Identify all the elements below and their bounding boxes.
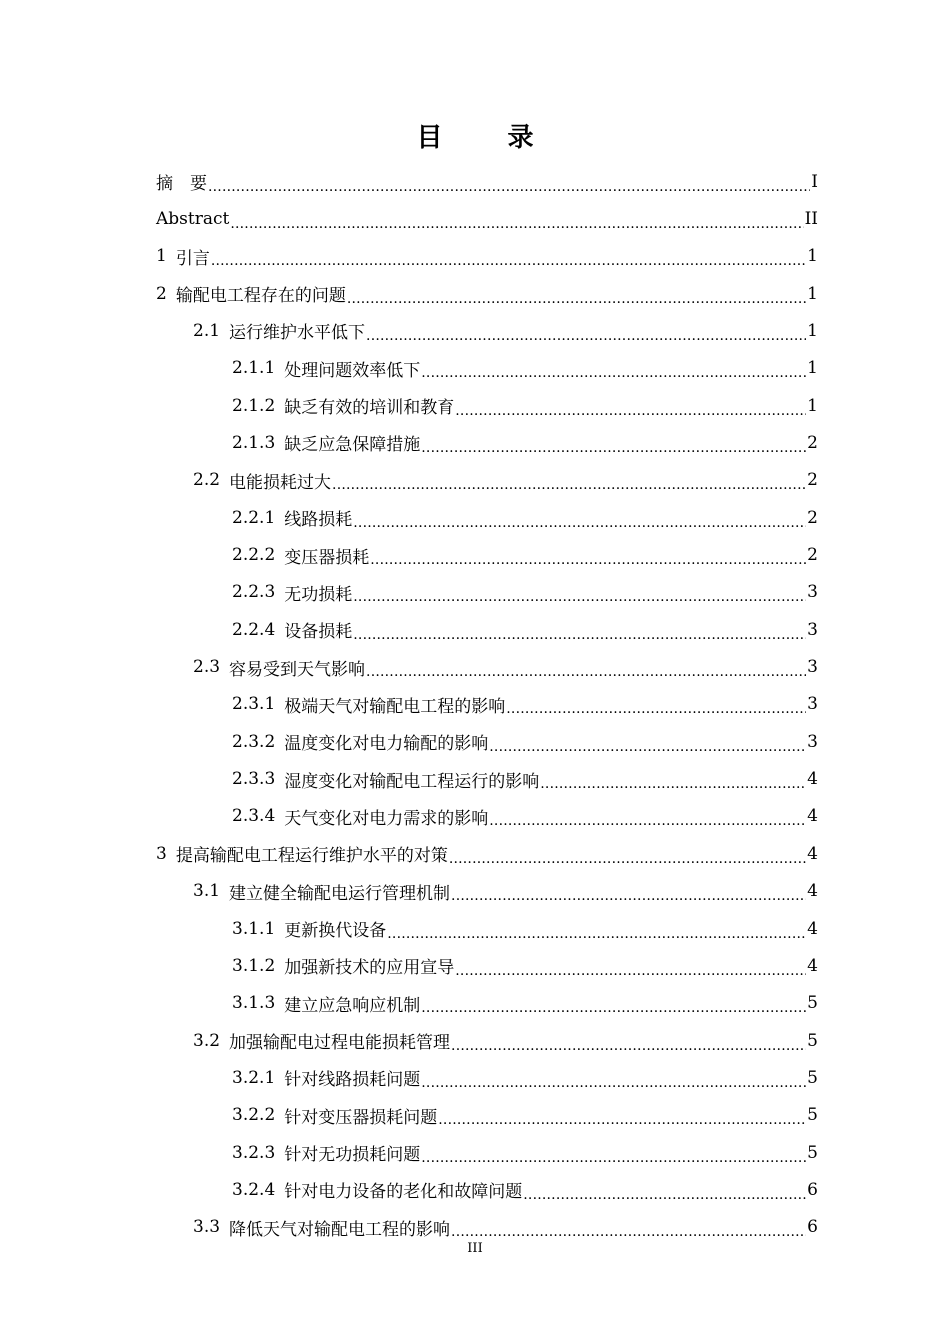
toc-entry[interactable] [193,312,818,349]
toc-entry-number: 2.2 [193,470,221,491]
toc-entry-page: 1 [807,395,818,416]
toc-entry-page: 1 [807,283,818,304]
toc-entry[interactable] [232,611,818,648]
dot-leader [421,437,806,457]
toc-entry[interactable] [156,238,818,275]
toc-entry-number: 2.1.1 [232,358,276,379]
dot-leader [353,624,806,644]
toc-entry[interactable] [232,985,818,1022]
toc-entry-number: 2.3.4 [232,806,276,827]
toc-entry[interactable] [156,275,818,312]
toc-entry[interactable] [232,798,818,835]
toc-entry-page: 4 [807,806,818,827]
toc-entry-page: 3 [807,657,818,678]
toc-entry-title: 天气变化对电力需求的影响 [284,808,489,829]
toc-entry-title: 运行维护水平低下 [229,323,366,344]
toc-entry-number: 2.3 [193,657,221,678]
dot-leader [387,923,806,943]
toc-entry-title: 建立应急响应机制 [284,995,421,1016]
toc-entry-page: 3 [807,619,818,640]
toc-entry-page: 4 [807,881,818,902]
dot-leader [353,512,806,532]
toc-entry-page: 3 [807,731,818,752]
toc-entry-title: 容易受到天气影响 [229,659,366,680]
toc-entry[interactable] [232,1097,818,1134]
dot-leader [332,474,806,494]
dot-leader [421,1147,806,1167]
toc-entry-page: 2 [807,470,818,491]
toc-entry[interactable] [156,163,818,200]
toc-entry-title: 针对变压器损耗问题 [284,1107,438,1128]
toc-entry-number: 2.1.3 [232,432,276,453]
toc-entry-title: 建立健全输配电运行管理机制 [229,883,451,904]
toc-entry-page: 5 [807,1030,818,1051]
dot-leader [449,848,806,868]
toc-entry[interactable] [156,835,818,872]
toc-entry-title: 针对无功损耗问题 [284,1145,421,1166]
dot-leader [421,362,806,382]
toc-entry-number: 2.3.2 [232,731,276,752]
dot-leader [451,1035,806,1055]
toc-entry-page: 1 [807,358,818,379]
toc-entry[interactable] [193,462,818,499]
toc-entry[interactable] [232,424,818,461]
dot-leader [366,661,806,681]
dot-leader [455,400,806,420]
toc-entry[interactable] [232,499,818,536]
toc-entry-page: 1 [807,320,818,341]
dot-leader [366,325,806,345]
toc-entry-title: 温度变化对电力输配的影响 [284,734,489,755]
toc-entry-title: 湿度变化对输配电工程运行的影响 [284,771,540,792]
toc-entry-number: 2 [156,283,167,304]
toc-entry-title: 提高输配电工程运行维护水平的对策 [175,846,448,867]
toc-entry-number: 2.1.2 [232,395,276,416]
toc-entry-title: 变压器损耗 [284,547,370,568]
toc-entry[interactable] [193,1022,818,1059]
toc-entry-title: 输配电工程存在的问题 [175,286,346,307]
toc-entry-title: 降低天气对输配电工程的影响 [229,1219,451,1240]
dot-leader [421,997,806,1017]
dot-leader [455,960,806,980]
toc-entry[interactable] [193,873,818,910]
toc-entry-page: 2 [807,432,818,453]
toc-entry-title: 针对线路损耗问题 [284,1070,421,1091]
toc-entry-title: 无功损耗 [284,584,353,605]
dot-leader [438,1109,806,1129]
toc-entry[interactable] [193,649,818,686]
toc-entry[interactable] [232,537,818,574]
toc-entry[interactable] [232,1059,818,1096]
dot-leader [506,698,806,718]
toc-entry-title: 极端天气对输配电工程的影响 [284,696,506,717]
toc-entry-number: 3 [156,843,167,864]
dot-leader [523,1184,806,1204]
dot-leader [421,1072,806,1092]
dot-leader [353,586,806,606]
toc-entry-number: 3.2.4 [232,1179,276,1200]
toc-entry-page: 5 [807,993,818,1014]
toc-entry-number: 摘 要 [156,174,207,194]
toc-entry-number: Abstract [156,208,230,229]
toc-entry[interactable] [232,723,818,760]
toc-entry-number: 3.2.3 [232,1142,276,1163]
toc-entry-number: 3.2.1 [232,1067,276,1088]
page-number: III [467,1241,483,1256]
toc-entry-page: 2 [807,507,818,528]
toc-entry-page: 4 [807,843,818,864]
dot-leader [347,288,806,308]
dot-leader [451,1221,806,1241]
dot-leader [489,736,806,756]
toc-entry-page: 6 [807,1179,818,1200]
toc-entry-number: 3.1.2 [232,955,276,976]
toc-entry-number: 2.3.3 [232,769,276,790]
toc-entry-page: 4 [807,955,818,976]
toc-entry[interactable] [232,387,818,424]
dot-leader [208,176,810,196]
toc-entry-number: 3.1 [193,881,221,902]
page-title: 目 录 [416,123,562,153]
toc-entry-number: 2.2.3 [232,582,276,603]
toc-entry-number: 3.3 [193,1217,221,1238]
dot-leader [489,810,806,830]
dot-leader [540,773,806,793]
toc-entry-title: 加强新技术的应用宣导 [284,958,455,979]
dot-leader [370,549,806,569]
toc-entry-number: 3.1.3 [232,993,276,1014]
toc-entry-number: 2.2.2 [232,545,276,565]
toc-entry-title: 加强输配电过程电能损耗管理 [229,1033,451,1054]
toc-entry-number: 3.1.1 [232,918,276,939]
toc-entry[interactable] [232,1134,818,1171]
toc-entry-title: 更新换代设备 [284,921,387,941]
toc-entry[interactable] [156,200,818,237]
toc-entry-page: 5 [807,1067,818,1088]
dot-leader [230,213,803,233]
toc-entry[interactable] [232,1171,818,1208]
toc-entry-title: 引言 [175,248,210,269]
toc-entry-title: 缺乏有效的培训和教育 [284,398,455,419]
toc-entry[interactable] [232,574,818,611]
toc-entry-number: 1 [156,246,167,267]
toc-entry-page: 5 [807,1105,818,1126]
toc-entry[interactable] [232,350,818,387]
toc-entry-number: 2.2.4 [232,619,276,640]
toc-entry-page: II [804,208,818,229]
dot-leader [451,885,806,905]
toc-entry-number: 2.2.1 [232,507,276,528]
toc-entry-number: 2.3.1 [232,694,276,715]
toc-entry-number: 3.2 [193,1030,221,1051]
toc-entry[interactable] [232,910,818,947]
toc-entry-title: 针对电力设备的老化和故障问题 [284,1182,523,1203]
toc-entry-page: I [811,171,818,192]
toc-entry-title: 设备损耗 [284,622,353,643]
toc-entry-title: 线路损耗 [284,510,353,531]
toc-entry-number: 3.2.2 [232,1105,276,1126]
toc-entry-page: 3 [807,582,818,603]
toc-entry-page: 3 [807,694,818,715]
toc-entry-page: 2 [807,545,818,565]
toc-entry[interactable] [232,761,818,798]
toc-entry-title: 缺乏应急保障措施 [284,435,421,456]
toc-entry-number: 2.1 [193,320,221,341]
toc-entry[interactable] [232,947,818,984]
toc-entry-title: 电能损耗过大 [229,472,332,493]
toc-entry-page: 4 [807,769,818,790]
toc-entry-page: 6 [807,1217,818,1238]
toc-entry-title: 处理问题效率低下 [284,360,421,381]
dot-leader [211,250,806,270]
toc-entry-page: 4 [807,918,818,939]
toc-entry-page: 1 [807,246,818,267]
toc-entry[interactable] [232,686,818,723]
toc-entry-page: 5 [807,1142,818,1163]
